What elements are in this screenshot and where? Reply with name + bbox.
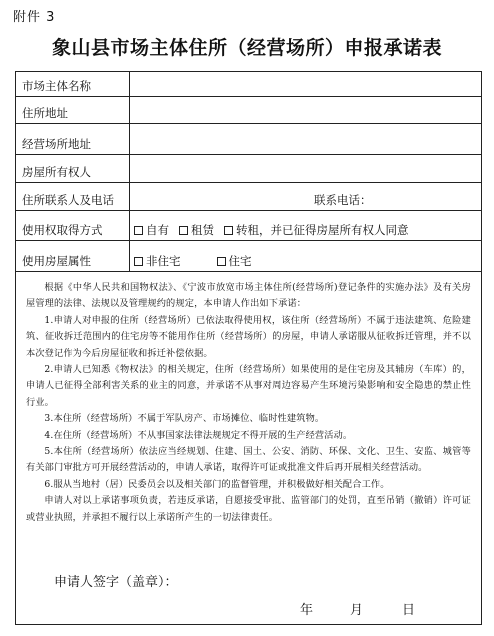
checkbox-icon [179, 226, 188, 235]
row-property-type [16, 241, 481, 272]
commitment-statement [26, 280, 471, 526]
contact-field[interactable] [130, 183, 481, 210]
row-business-address [16, 124, 481, 155]
page-title: 象山县市场主体住所（经营场所）申报承诺表 [51, 37, 442, 59]
declaration-form [15, 71, 482, 625]
checkbox-icon [134, 226, 143, 235]
address-field[interactable] [130, 97, 481, 123]
statement-item: 2.申请人已知悉《物权法》的相关规定，住所（经营场所）如果使用的是住宅房及其辅房（车库）的，申请人已征得全部利害关系的业主的同意，并承诺不从事对周边容易产生环境污染影响和安全隐患的禁止性行业。 [26, 364, 471, 408]
date-month: 月 [350, 603, 364, 618]
row-owner [16, 155, 481, 183]
entity-name-label: 市场主体名称 [16, 72, 130, 96]
property-type-label: 使用房屋属性 [16, 241, 130, 271]
statement-item: 4.在住所（经营场所）不从事国家法律法规规定不得开展的生产经营活动。 [44, 429, 353, 441]
address-label: 住所地址 [16, 97, 130, 123]
option-sublease[interactable]: 转租，并已征得房屋所有权人同意 [224, 222, 409, 238]
contact-phone-label: 联系电话： [314, 193, 372, 207]
appendix-label: 附件 3 [13, 10, 56, 25]
owner-field[interactable] [130, 155, 481, 182]
statement-item: 6.服从当地村（居）民委员会以及相关部门的监督管理，并积极做好相关配合工作。 [44, 478, 390, 490]
checkbox-icon [134, 257, 143, 266]
statement-intro: 根据《中华人民共和国物权法》、《宁波市放宽市场主体住所(经营场所)登记条件的实施办法》及有关房屋管理的法律、法规以及管理规约的规定，本申请人作出如下承诺： [26, 282, 471, 310]
acquisition-label: 使用权取得方式 [16, 211, 130, 240]
option-leased[interactable]: 租赁 [179, 222, 214, 238]
row-acquisition [16, 211, 481, 241]
business-address-label: 经营场所地址 [16, 124, 130, 154]
statement-item: 申请人对以上承诺事项负责，若违反承诺，自愿接受审批、监管部门的处罚，直至吊销（撤销）许可证或营业执照，并承担不履行以上承诺所产生的一切法律责任。 [26, 495, 471, 523]
entity-name-field[interactable] [130, 72, 481, 96]
owner-label: 房屋所有权人 [16, 155, 130, 182]
statement-item: 1.申请人对申报的住所（经营场所）已依法取得使用权，该住所（经营场所）不属于违法建筑、危险建筑、征收拆迁范围内的住宅房等不能用作住所（经营场所）的房屋，申请人承诺服从征收拆迁管理，并不以本次登记作为今后房屋征收和拆迁补偿依据。 [26, 314, 471, 359]
contact-label: 住所联系人及电话 [16, 183, 130, 210]
date-day: 日 [402, 603, 416, 618]
statement-item: 5.本住所（经营场所）依法应当经规划、住建、国土、公安、消防、环保、文化、卫生、安监、城管等有关部门审批方可开展经营活动的，申请人承诺，取得许可证或批准文件后再开展相关经营活动。 [26, 446, 471, 474]
signature-label: 申请人签字（盖章）： [54, 575, 178, 590]
checkbox-icon [217, 257, 226, 266]
row-entity-name [16, 72, 481, 97]
option-owned[interactable]: 自有 [134, 222, 169, 238]
statement-item: 3.本住所（经营场所）不属于军队房产、市场摊位、临时性建筑物。 [44, 413, 325, 425]
row-address [16, 97, 481, 124]
checkbox-icon [224, 226, 233, 235]
property-type-options [130, 241, 481, 271]
option-residential[interactable]: 住宅 [217, 253, 252, 269]
acquisition-options [130, 211, 481, 240]
row-contact [16, 183, 481, 211]
option-non-residential[interactable]: 非住宅 [134, 253, 181, 269]
business-address-field[interactable] [130, 124, 481, 154]
date-year: 年 [300, 603, 314, 618]
